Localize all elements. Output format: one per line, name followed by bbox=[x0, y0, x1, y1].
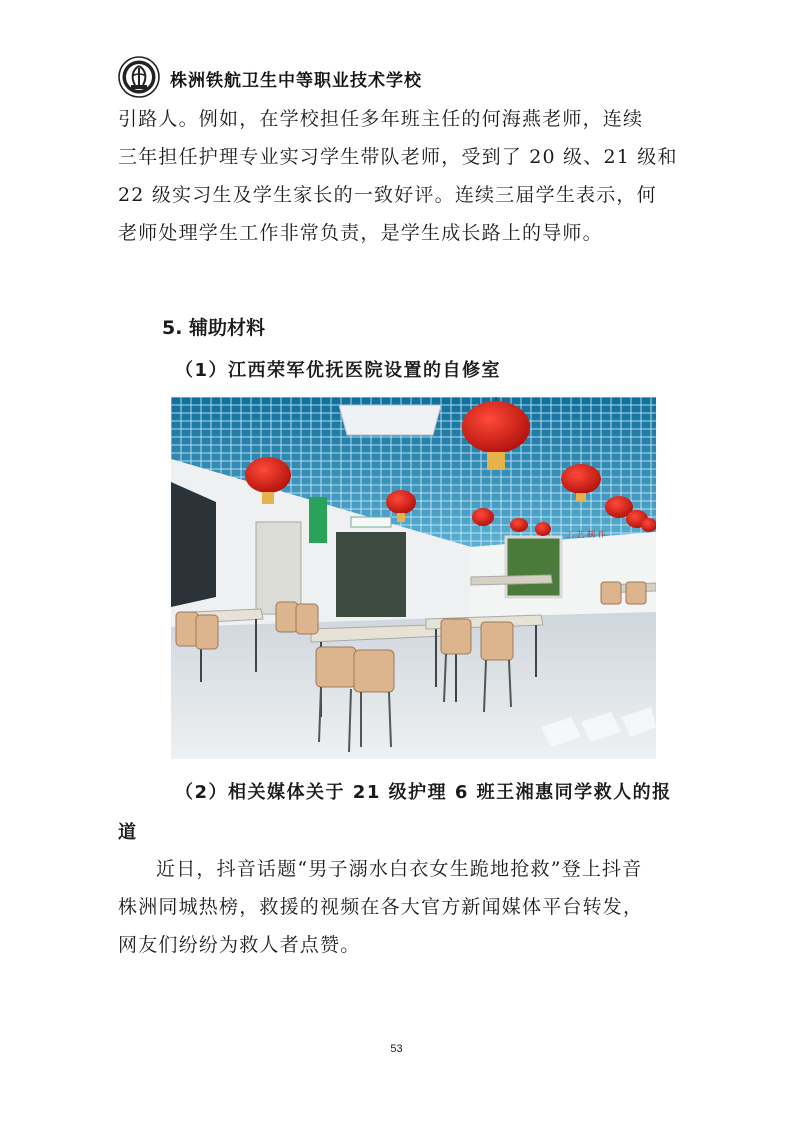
paragraph-news bbox=[118, 850, 680, 964]
page-number: 53 bbox=[390, 1043, 403, 1055]
text-line: 网友们纷纷为救人者点赞。 bbox=[118, 934, 361, 956]
text-line: 引路人。例如，在学校担任多年班主任的何海燕老师，连续 bbox=[118, 108, 644, 130]
subsection-title-2 bbox=[118, 773, 683, 853]
subsection-title-2-line1: （2）相关媒体关于 21 级护理 6 班王湘惠同学救人的报 bbox=[175, 782, 672, 803]
school-emblem-icon bbox=[118, 56, 160, 98]
subsection-title-2-line2: 道 bbox=[118, 822, 138, 843]
study-room-photo bbox=[171, 397, 656, 759]
page-header bbox=[118, 56, 678, 100]
text-line: 三年担任护理专业实习学生带队老师，受到了 20 级、21 级和 bbox=[118, 146, 678, 168]
section-title: 5. 辅助材料 bbox=[162, 317, 266, 339]
wall-sign-text: 工 艺 制 作 bbox=[566, 530, 606, 539]
text-line: 老师处理学生工作非常负责，是学生成长路上的导师。 bbox=[118, 222, 603, 244]
paragraph-intro bbox=[118, 100, 680, 252]
text-line: 近日，抖音话题“男子溺水白衣女生跪地抢救”登上抖音 bbox=[156, 858, 643, 880]
text-line: 22 级实习生及学生家长的一致好评。连续三届学生表示，何 bbox=[118, 184, 657, 206]
text-line: 株洲同城热榜，救援的视频在各大官方新闻媒体平台转发， bbox=[118, 896, 644, 918]
subsection-title-1: （1）江西荣军优抚医院设置的自修室 bbox=[175, 360, 502, 381]
school-name: 株洲铁航卫生中等职业技术学校 bbox=[170, 71, 422, 91]
